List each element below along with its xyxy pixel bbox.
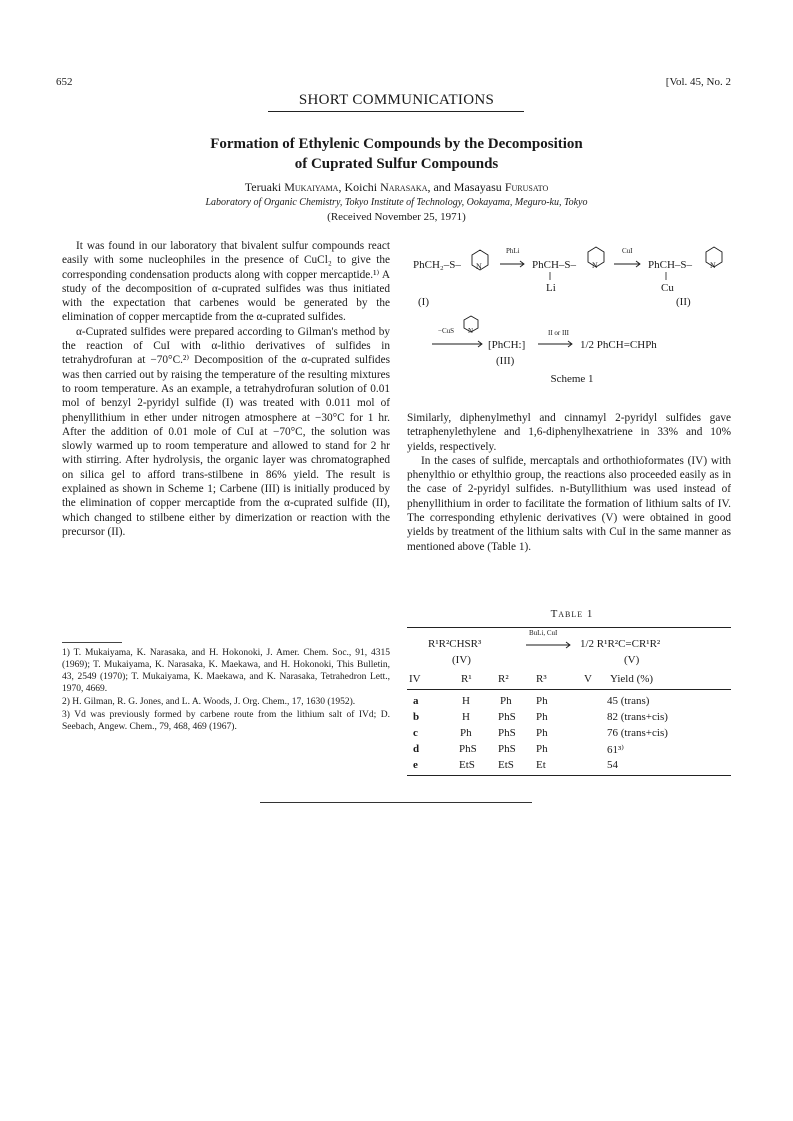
end-of-article-rule <box>260 802 532 803</box>
row-e-r2: EtS <box>498 759 514 771</box>
reagent-cui: CuI <box>622 247 633 255</box>
author-list <box>0 180 793 195</box>
table-top-rule <box>407 627 731 628</box>
table-reaction-right: 1/2 R¹R²C=CR¹R² <box>580 638 661 650</box>
pyridine-n-3: N <box>710 261 716 270</box>
author-surname-2: Narasaka <box>380 180 428 194</box>
title-line-2: of Cuprated Sulfur Compounds <box>294 156 499 172</box>
page-number: 652 <box>56 76 73 88</box>
table-reaction-reagent: BuLi, CuI <box>529 629 558 637</box>
table-reaction-arrow <box>524 640 574 650</box>
paragraph-2: α-Cuprated sulfides were prepared according to Gilman's method by the reaction of CuI with α-lithio derivatives of sulfides in tetrahydrofuran at −70°C.²⁾ Decomposition of the α-cuprated sulfides was then carried out by raising the temperature of the resulting mixtures to room temperature. As an example, a tetrahydrofuran solution of 0.01 mol of benzyl 2-pyridyl sulfide (I) was treated with 0.011 mol of phenyllithium in ether under nitrogen atmosphere at −30°C for 1 hr. After the addition of 0.01 mole of CuI at −70°C, the solution was slowly warmed up to room temperature and allowed to stand for 2 hr with stirring. After hydrolysis, the organic layer was chromatographed on silica gel to afford trans-stilbene in 86% yield. The result is explained as shown in Scheme 1; Carbene (III) is initially produced by the elimination of copper mercaptide from the α-cuprated sulfide (II), which changed to stilbene either by dimerization or reaction with the precursor (II). <box>62 325 390 538</box>
footnote-1: 1) T. Mukaiyama, K. Narasaka, and H. Hokonoki, J. Amer. Chem. Soc., 91, 4315 (1969); T. Mukaiyama, K. Narasaka, K. Maekawa, and H. Hokonoki, This Bulletin, 43, 2549 (1970); T. Mukaiyama, K. Maekawa, and K. Narasaka, Tetrahedron Lett., 1970, 4669. <box>62 648 390 694</box>
table-header-r1: R¹ <box>461 673 472 685</box>
paragraph-4: In the cases of sulfide, mercaptals and orthothioformates (IV) with phenylthio or ethylthio group, the reactions also proceeded easily as in the case of 2-pyridyl sulfides. n-Butyllithium was used instead of phenyllithium in order to facilitate the formation of lithium salts of IV. The corresponding ethylenic derivatives (V) were obtained in good yields by treatment of the lithium salts with CuI in the same manner as mentioned above (Table 1). <box>407 454 731 553</box>
table-title: Table 1 <box>550 608 594 620</box>
reagent-phli: PhLi <box>506 247 520 255</box>
pyridine-n-2: N <box>592 261 598 270</box>
footnote-3: 3) Vd was previously formed by carbene route from the lithium salt of IVd; D. Seebach, Angew. Chem., 79, 468, 469 (1967). <box>62 710 390 732</box>
table-header-iv: IV <box>409 673 421 685</box>
row-d-id: d <box>413 743 420 755</box>
affiliation: Laboratory of Organic Chemistry, Tokyo Institute of Technology, Ookayama, Meguro-ku, Tokyo <box>205 197 588 208</box>
received-date: (Received November 25, 1971) <box>327 211 466 223</box>
label-compound-II: (II) <box>676 296 691 308</box>
row-d-r3: Ph <box>536 743 548 755</box>
table-header-yield: Yield (%) <box>610 673 654 685</box>
row-b-id: b <box>413 711 420 723</box>
row-c-yield: 76 (trans+cis) <box>607 727 668 739</box>
table-header-rule <box>407 689 731 690</box>
table-header-v: V <box>584 673 592 685</box>
row-d-r2: PhS <box>498 743 516 755</box>
row-e-yield: 54 <box>607 759 618 771</box>
author-separator-2: , and Masayasu <box>427 180 505 194</box>
footnotes <box>62 647 390 734</box>
row-d-r1: PhS <box>459 743 477 755</box>
footnote-divider <box>62 642 122 643</box>
row-a-r2: Ph <box>500 695 512 707</box>
table-label-V: (V) <box>624 654 640 666</box>
reagent-cus: −CuS <box>438 327 455 335</box>
pyridine-n-1: N <box>476 262 482 271</box>
scheme-cu: Cu <box>661 282 674 294</box>
row-c-r3: Ph <box>536 727 548 739</box>
row-a-r3: Ph <box>536 695 548 707</box>
scheme-li: Li <box>546 282 556 294</box>
row-d-yield: 61³⁾ <box>607 744 624 756</box>
reaction-scheme <box>410 240 740 390</box>
footnote-2: 2) H. Gilman, R. G. Jones, and L. A. Woods, J. Org. Chem., 17, 1630 (1952). <box>62 697 356 707</box>
scheme-lithio-compound: PhCH–S– <box>532 259 577 271</box>
title-line-1: Formation of Ethylenic Compounds by the Decomposition <box>210 136 583 152</box>
paragraph-3: Similarly, diphenylmethyl and cinnamyl 2-pyridyl sulfides gave tetraphenylethylene and 1,6-diphenylhexatriene in 33% and 10% yields, respectively. <box>407 412 731 453</box>
section-heading: SHORT COMMUNICATIONS <box>298 92 495 108</box>
row-b-r2: PhS <box>498 711 516 723</box>
table-bottom-rule <box>407 775 731 776</box>
section-underline <box>268 111 524 112</box>
scheme-carbene: [PhCH:] <box>488 339 526 351</box>
author-surname-1: Mukaiyama <box>284 180 339 194</box>
paragraph-1: It was found in our laboratory that bivalent sulfur compounds react easily with some nucleophiles in the presence of CuCl₂ to give the corresponding condensation products along with copper mercaptide.¹⁾ A study of the decomposition of α-cuprated sulfides was thus initiated with the expectation that carbenes would be generated by the elimination of copper mercaptide from the α-cuprated sulfides. <box>62 240 390 324</box>
scheme-cuprated-compound: PhCH–S– <box>648 259 693 271</box>
author-separator-1: , Koichi <box>338 180 381 194</box>
body-left-column <box>62 239 390 539</box>
row-e-id: e <box>413 759 418 771</box>
table-header-r2: R² <box>498 673 509 685</box>
row-e-r3: Et <box>536 759 546 771</box>
reagent-II-or-III: II or III <box>548 329 569 337</box>
row-b-yield: 82 (trans+cis) <box>607 711 668 723</box>
row-a-yield: 45 (trans) <box>607 695 650 707</box>
table-header-r3: R³ <box>536 673 547 685</box>
label-compound-I: (I) <box>418 296 429 308</box>
row-b-r1: H <box>462 711 470 723</box>
table-reaction-left: R¹R²CHSR³ <box>428 638 482 650</box>
author-surname-3: Furusato <box>504 180 549 194</box>
row-c-r1: Ph <box>460 727 472 739</box>
author-prefix: Teruaki <box>244 180 285 194</box>
row-a-r1: H <box>462 695 470 707</box>
article-title <box>120 134 673 174</box>
row-a-id: a <box>413 695 419 707</box>
scheme-caption: Scheme 1 <box>550 373 594 385</box>
row-c-id: c <box>413 727 418 739</box>
scheme-stilbene: 1/2 PhCH=CHPh <box>580 339 657 351</box>
scheme-start-compound: PhCH₂–S– <box>413 259 461 271</box>
row-c-r2: PhS <box>498 727 516 739</box>
table-label-IV: (IV) <box>452 654 471 666</box>
pyridine-n-4: N <box>468 327 474 335</box>
body-right-column <box>407 411 731 554</box>
label-compound-III: (III) <box>496 355 515 367</box>
volume-info: [Vol. 45, No. 2 <box>665 76 731 88</box>
row-b-r3: Ph <box>536 711 548 723</box>
row-e-r1: EtS <box>459 759 475 771</box>
